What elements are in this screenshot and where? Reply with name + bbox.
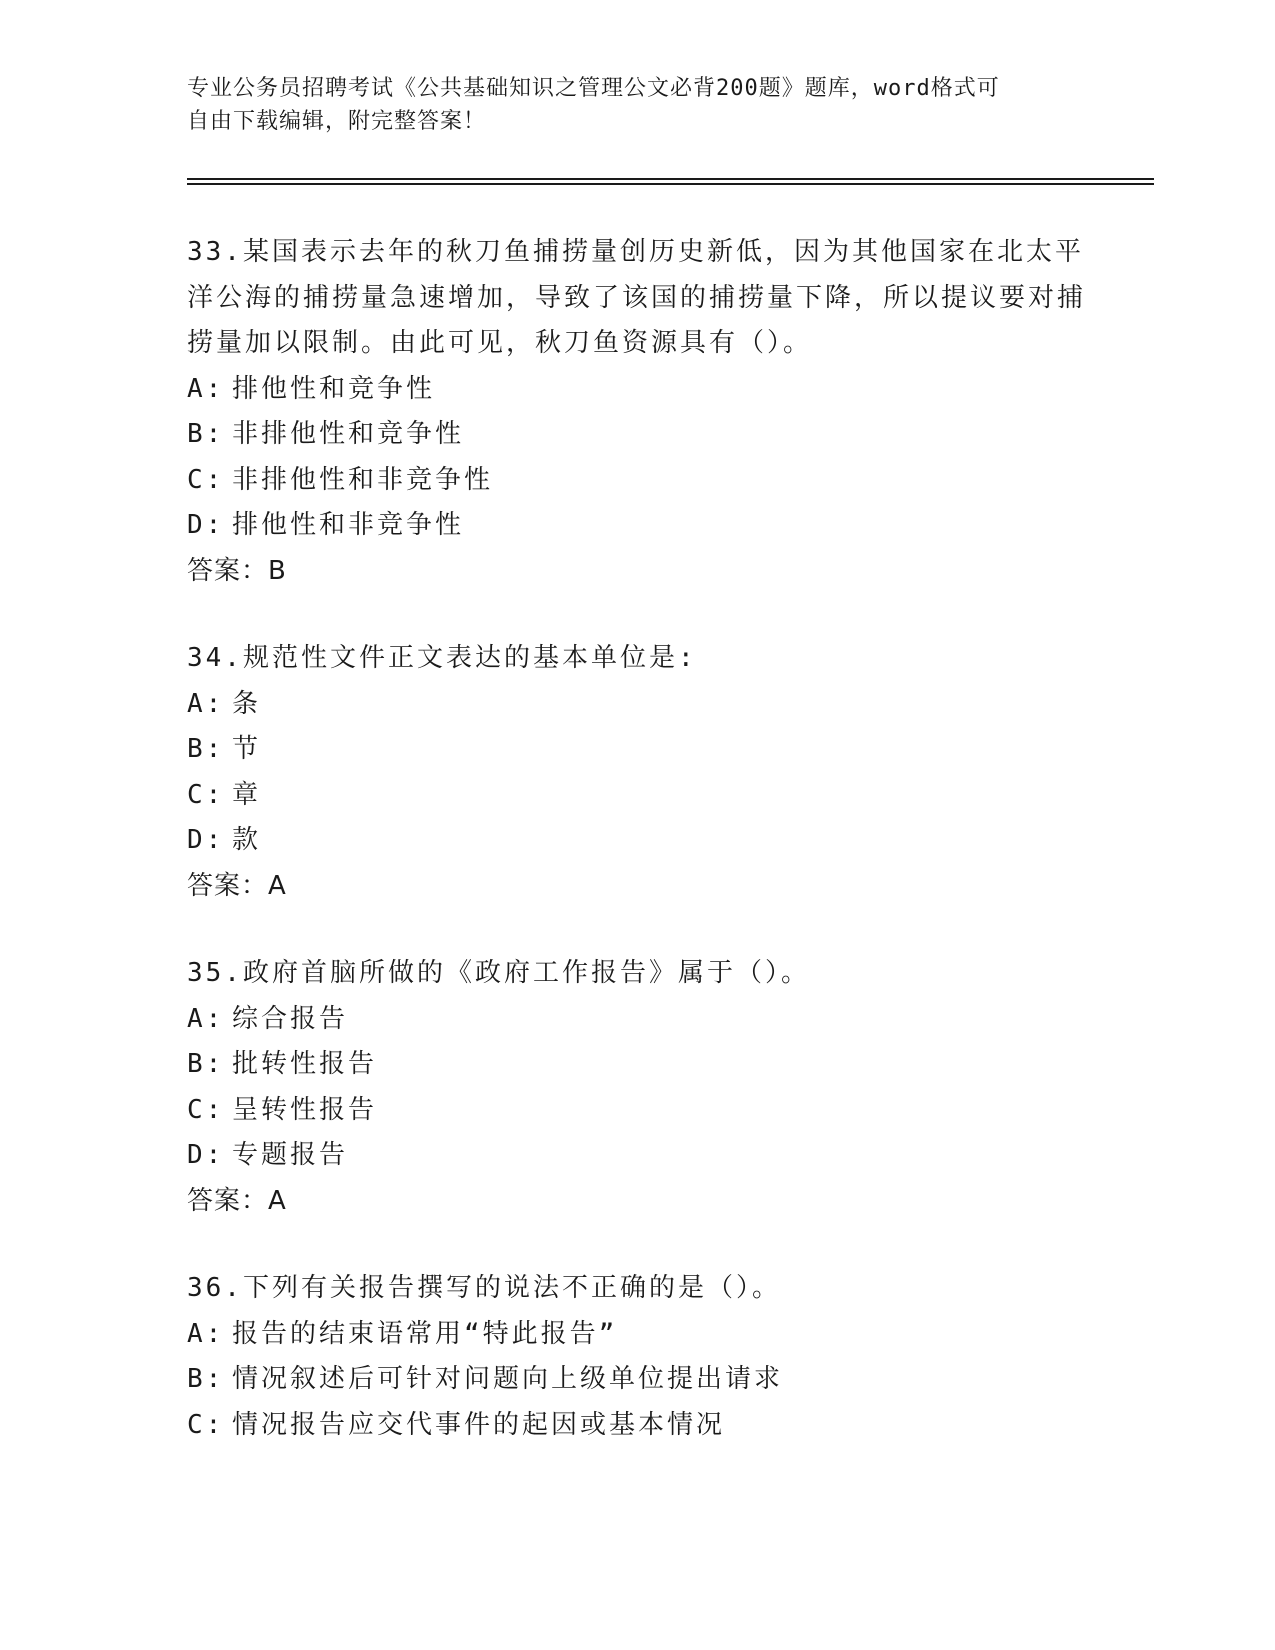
option-key: A:: [187, 1318, 225, 1349]
option-c: [187, 1088, 1087, 1134]
option-text: 综合报告: [232, 1003, 349, 1034]
header-rule-bottom: [187, 183, 1154, 185]
option-d: [187, 503, 1087, 549]
question-35: [187, 951, 1087, 1224]
answer: 答案：A: [187, 870, 287, 901]
option-a: [187, 1312, 1087, 1358]
option-key: C:: [187, 464, 225, 495]
option-c: [187, 773, 1087, 819]
option-key: D:: [187, 510, 225, 540]
option-text: 节: [232, 734, 262, 764]
option-b: [187, 412, 1087, 458]
header-line-1: 专业公务员招聘考试《公共基础知识之管理公文必背200题》题库，word格式可: [187, 76, 1000, 101]
option-text: 专题报告: [232, 1140, 349, 1170]
option-a: [187, 997, 1087, 1043]
option-key: C:: [187, 1409, 225, 1440]
option-key: B:: [187, 419, 225, 449]
option-text: 排他性和竞争性: [232, 373, 436, 404]
option-b: [187, 727, 1087, 773]
question-stem: 33.某国表示去年的秋刀鱼捕捞量创历史新低，因为其他国家在北太平洋公海的捕捞量急速增加，导致了该国的捕捞量下降，所以提议要对捕捞量加以限制。由此可见，秋刀鱼资源具有（）。: [187, 237, 1087, 358]
question-34: [187, 636, 1087, 909]
header-line-2: 自由下载编辑，附完整答案！: [187, 109, 487, 134]
question-stem: 36.下列有关报告撰写的说法不正确的是（）。: [187, 1273, 781, 1303]
question-stem: 34.规范性文件正文表达的基本单位是:: [187, 643, 697, 673]
answer: 答案：A: [187, 1185, 287, 1216]
option-c: [187, 458, 1087, 504]
option-text: 批转性报告: [232, 1049, 378, 1079]
question-stem: 35.政府首脑所做的《政府工作报告》属于（）。: [187, 958, 810, 988]
option-text: 款: [232, 825, 262, 855]
option-key: A:: [187, 688, 225, 719]
option-text: 情况叙述后可针对问题向上级单位提出请求: [232, 1364, 784, 1394]
option-key: B:: [187, 1049, 225, 1079]
question-list: [187, 230, 1087, 1490]
option-b: [187, 1042, 1087, 1088]
option-text: 章: [232, 779, 262, 810]
option-text: 呈转性报告: [232, 1094, 378, 1125]
option-key: D:: [187, 1140, 225, 1170]
question-36: [187, 1266, 1087, 1448]
answer: 答案：B: [187, 555, 287, 586]
option-a: [187, 682, 1087, 728]
option-key: B:: [187, 734, 225, 764]
option-d: [187, 1133, 1087, 1179]
option-text: 排他性和非竞争性: [232, 510, 465, 540]
option-key: C:: [187, 1094, 225, 1125]
option-b: [187, 1357, 1087, 1403]
document-header: [187, 72, 1087, 138]
option-a: [187, 367, 1087, 413]
option-text: 非排他性和非竞争性: [232, 464, 494, 495]
option-c: [187, 1403, 1087, 1449]
option-text: 情况报告应交代事件的起因或基本情况: [232, 1409, 726, 1440]
option-text: 条: [232, 688, 262, 719]
option-key: B:: [187, 1364, 225, 1394]
option-key: D:: [187, 825, 225, 855]
header-rule-top: [187, 178, 1154, 180]
option-d: [187, 818, 1087, 864]
option-key: C:: [187, 779, 225, 810]
option-text: 报告的结束语常用“特此报告”: [232, 1318, 618, 1349]
option-key: A:: [187, 1003, 225, 1034]
option-key: A:: [187, 373, 225, 404]
option-text: 非排他性和竞争性: [232, 419, 465, 449]
question-33: [187, 230, 1087, 594]
